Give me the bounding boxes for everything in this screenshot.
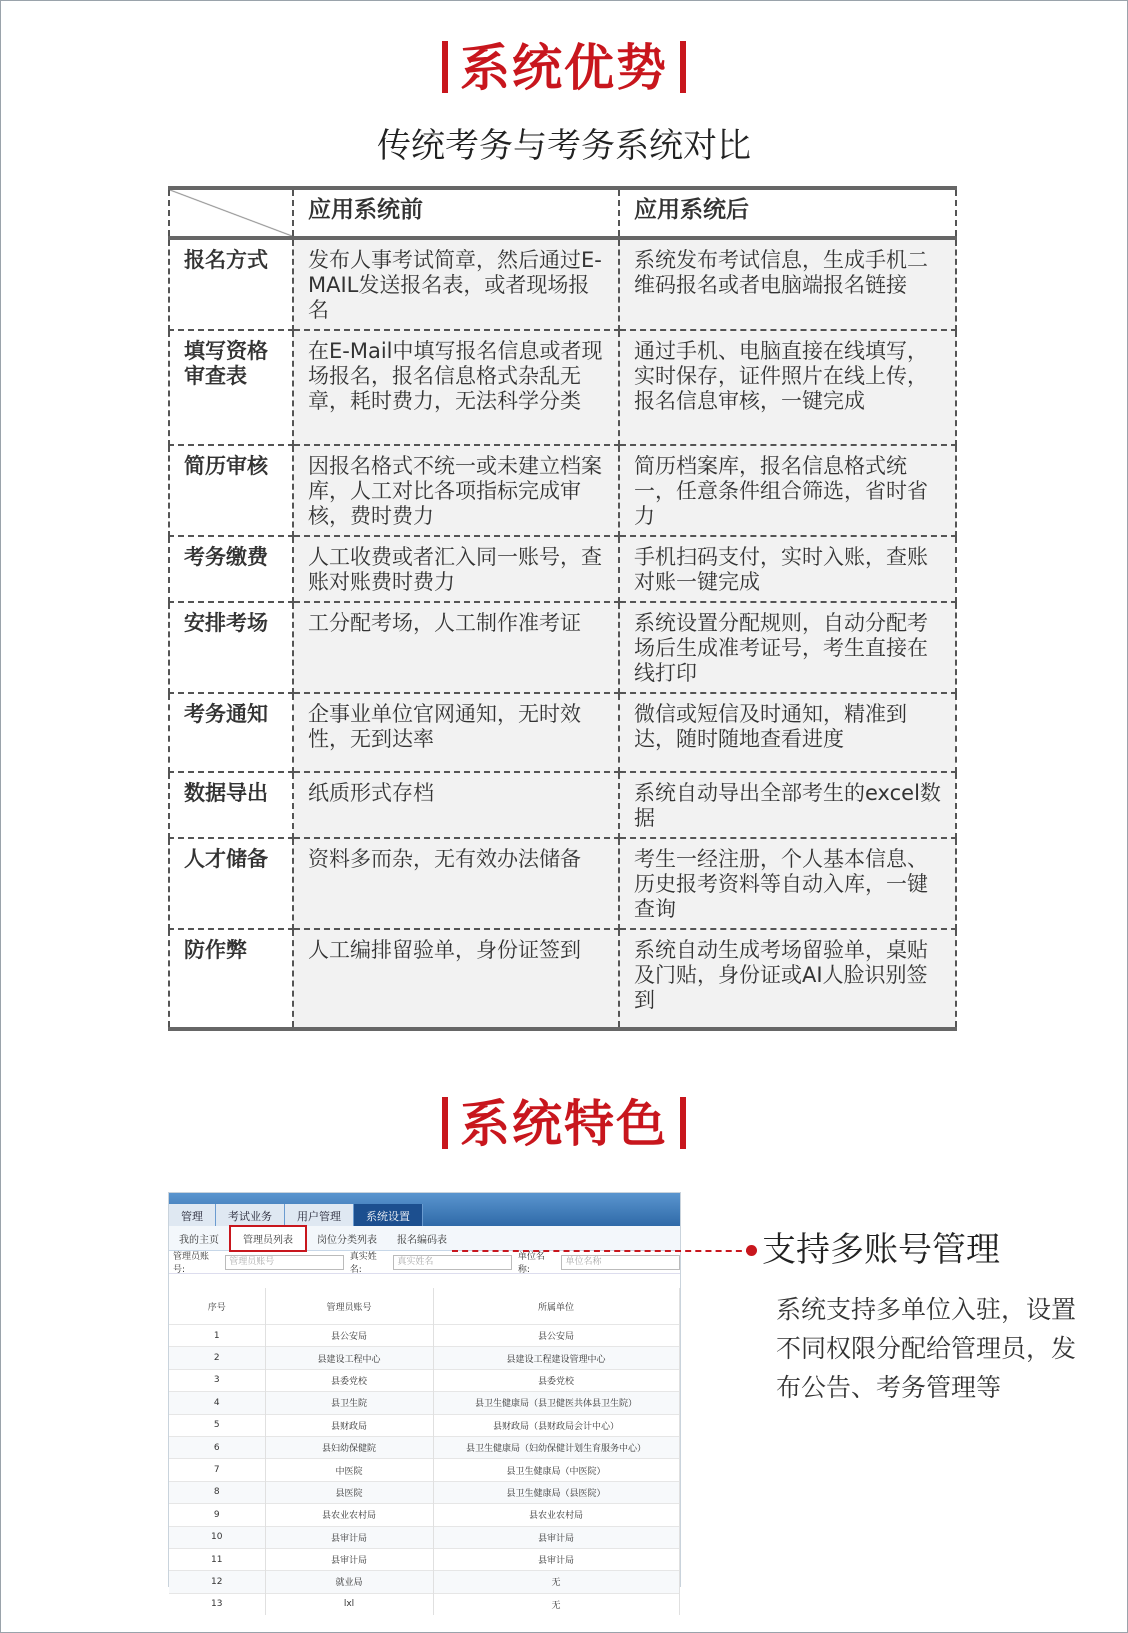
header-corner-cell (169, 188, 293, 238)
cell-unit: 县卫生健康局（中医院） (433, 1459, 679, 1481)
row-before: 企事业单位官网通知，无时效性，无到达率 (293, 693, 619, 772)
col-index: 序号 (169, 1288, 265, 1325)
cell-account: 县财政局 (265, 1414, 433, 1436)
cell-index: 2 (169, 1347, 265, 1369)
table-row (169, 838, 956, 929)
table-row (169, 602, 956, 693)
row-before: 在E-Mail中填写报名信息或者现场报名，报名信息格式杂乱无章，耗时费力，无法科学分类 (293, 330, 619, 445)
header-after: 应用系统后 (619, 188, 956, 238)
filter-input-unit[interactable]: 单位名称 (561, 1255, 680, 1270)
cell-index: 9 (169, 1504, 265, 1526)
cell-index: 12 (169, 1571, 265, 1593)
row-before: 工分配考场，人工制作准考证 (293, 602, 619, 693)
cell-index: 4 (169, 1392, 265, 1414)
row-after: 系统自动生成考场留验单，桌贴及门贴，身份证或AI人脸识别签到 (619, 929, 956, 1029)
callout-dot (746, 1245, 757, 1256)
table-header-row (169, 188, 956, 238)
row-before: 纸质形式存档 (293, 772, 619, 838)
row-after: 简历档案库，报名信息格式统一，任意条件组合筛选，省时省力 (619, 445, 956, 536)
table-row[interactable] (169, 1459, 679, 1481)
cell-unit: 无 (433, 1571, 679, 1593)
section-title-advantages (0, 36, 1128, 100)
cell-index: 10 (169, 1526, 265, 1548)
filter-label-account: 管理员账号: (173, 1252, 210, 1275)
cell-account: 县医院 (265, 1481, 433, 1503)
cell-index: 8 (169, 1481, 265, 1503)
table-row[interactable] (169, 1347, 679, 1369)
feature-title: 支持多账号管理 (762, 1230, 1000, 1270)
row-item: 填写资格审查表 (169, 330, 293, 445)
table-row[interactable] (169, 1593, 679, 1615)
table-row[interactable] (169, 1369, 679, 1391)
cell-index: 7 (169, 1459, 265, 1481)
cell-unit: 县卫生健康局（县卫健医共体县卫生院） (433, 1392, 679, 1414)
cell-index: 6 (169, 1436, 265, 1458)
admin-table (169, 1288, 680, 1615)
cell-index: 1 (169, 1325, 265, 1347)
nav-tab-settings[interactable]: 系统设置 (354, 1204, 423, 1226)
filter-input-account[interactable]: 管理员账号 (225, 1255, 344, 1270)
table-row[interactable] (169, 1571, 679, 1593)
row-before: 发布人事考试简章，然后通过E-MAIL发送报名表，或者现场报名 (293, 238, 619, 330)
cell-unit: 县公安局 (433, 1325, 679, 1347)
col-unit: 所属单位 (433, 1288, 679, 1325)
section-title-features (0, 1092, 1128, 1156)
row-after: 系统发布考试信息，生成手机二维码报名或者电脑端报名链接 (619, 238, 956, 330)
cell-account: 县委党校 (265, 1369, 433, 1391)
admin-table-body (169, 1325, 679, 1616)
subtab-post-category[interactable]: 岗位分类列表 (317, 1234, 377, 1246)
table-row[interactable] (169, 1548, 679, 1570)
row-before: 因报名格式不统一或未建立档案库，人工对比各项指标完成审核，费时费力 (293, 445, 619, 536)
row-after: 通过手机、电脑直接在线填写，实时保存，证件照片在线上传，报名信息审核，一键完成 (619, 330, 956, 445)
table-row (169, 330, 956, 445)
cell-account: 县卫生院 (265, 1392, 433, 1414)
table-row[interactable] (169, 1392, 679, 1414)
row-after: 微信或短信及时通知，精准到达，随时随地查看进度 (619, 693, 956, 772)
table-row (169, 238, 956, 330)
table-row (169, 693, 956, 772)
row-after: 系统自动导出全部考生的excel数据 (619, 772, 956, 838)
filter-label-name: 真实姓名: (349, 1252, 377, 1275)
table-row (169, 772, 956, 838)
subtab-admin-list[interactable]: 管理员列表 (229, 1225, 307, 1252)
admin-table-header (169, 1288, 679, 1325)
cell-account: 县公安局 (265, 1325, 433, 1347)
row-after: 手机扫码支付，实时入账，查账对账一键完成 (619, 536, 956, 602)
table-row[interactable] (169, 1504, 679, 1526)
row-item: 报名方式 (169, 238, 293, 330)
filter-label-unit: 单位名称: (517, 1252, 545, 1275)
cell-index: 13 (169, 1593, 265, 1615)
col-account: 管理员账号 (265, 1288, 433, 1325)
cell-unit: 县建设工程建设管理中心 (433, 1347, 679, 1369)
section-title-text: 系统优势 (460, 39, 668, 97)
header-before: 应用系统前 (293, 188, 619, 238)
callout-dashed-line (452, 1250, 752, 1252)
cell-unit: 县委党校 (433, 1369, 679, 1391)
filter-bar (169, 1251, 680, 1274)
row-item: 考务通知 (169, 693, 293, 772)
title-bar-right (680, 41, 686, 93)
comparison-subtitle: 传统考务与考务系统对比 (377, 126, 751, 166)
cell-unit: 县卫生健康局（妇幼保健计划生育服务中心） (433, 1436, 679, 1458)
nav-tab-users[interactable]: 用户管理 (285, 1204, 354, 1226)
row-before: 资料多而杂，无有效办法储备 (293, 838, 619, 929)
row-item: 人才储备 (169, 838, 293, 929)
cell-account: lxl (265, 1593, 433, 1615)
section-title-text: 系统特色 (460, 1095, 668, 1153)
cell-unit: 县卫生健康局（县医院） (433, 1481, 679, 1503)
filter-input-name[interactable]: 真实姓名 (393, 1255, 512, 1270)
cell-index: 3 (169, 1369, 265, 1391)
cell-account: 县审计局 (265, 1526, 433, 1548)
cell-index: 11 (169, 1548, 265, 1570)
cell-unit: 县审计局 (433, 1526, 679, 1548)
title-bar-left (442, 1097, 448, 1149)
title-bar-right (680, 1097, 686, 1149)
cell-account: 县审计局 (265, 1548, 433, 1570)
sub-tabs (169, 1226, 680, 1251)
row-item: 安排考场 (169, 602, 293, 693)
cell-account: 县建设工程中心 (265, 1347, 433, 1369)
nav-tab-exam[interactable]: 考试业务 (216, 1204, 285, 1226)
app-navbar (169, 1193, 680, 1226)
cell-index: 5 (169, 1414, 265, 1436)
title-bar-left (442, 41, 448, 93)
row-item: 数据导出 (169, 772, 293, 838)
row-before: 人工收费或者汇入同一账号，查账对账费时费力 (293, 536, 619, 602)
cell-account: 中医院 (265, 1459, 433, 1481)
cell-account: 就业局 (265, 1571, 433, 1593)
table-row[interactable] (169, 1436, 679, 1458)
table-row (169, 536, 956, 602)
table-row[interactable] (169, 1414, 679, 1436)
cell-unit: 无 (433, 1593, 679, 1615)
row-after: 考生一经注册，个人基本信息、历史报考资料等自动入库，一键查询 (619, 838, 956, 929)
row-item: 防作弊 (169, 929, 293, 1029)
row-before: 人工编排留验单，身份证签到 (293, 929, 619, 1029)
row-after: 系统设置分配规则，自动分配考场后生成准考证号，考生直接在线打印 (619, 602, 956, 693)
table-row[interactable] (169, 1526, 679, 1548)
table-row (169, 445, 956, 536)
row-item: 考务缴费 (169, 536, 293, 602)
row-item: 简历审核 (169, 445, 293, 536)
table-row[interactable] (169, 1481, 679, 1503)
table-row[interactable] (169, 1325, 679, 1347)
subtab-code-table[interactable]: 报名编码表 (397, 1234, 447, 1246)
nav-tab-manage[interactable]: 管理 (169, 1204, 216, 1226)
feature-description: 系统支持多单位入驻，设置不同权限分配给管理员，发布公告、考务管理等 (776, 1295, 1077, 1402)
subtab-home[interactable]: 我的主页 (179, 1234, 219, 1246)
cell-unit: 县财政局（县财政局会计中心） (433, 1414, 679, 1436)
comparison-table (168, 186, 957, 1031)
cell-unit: 县农业农村局 (433, 1504, 679, 1526)
cell-unit: 县审计局 (433, 1548, 679, 1570)
table-row (169, 929, 956, 1029)
cell-account: 县妇幼保健院 (265, 1436, 433, 1458)
cell-account: 县农业农村局 (265, 1504, 433, 1526)
